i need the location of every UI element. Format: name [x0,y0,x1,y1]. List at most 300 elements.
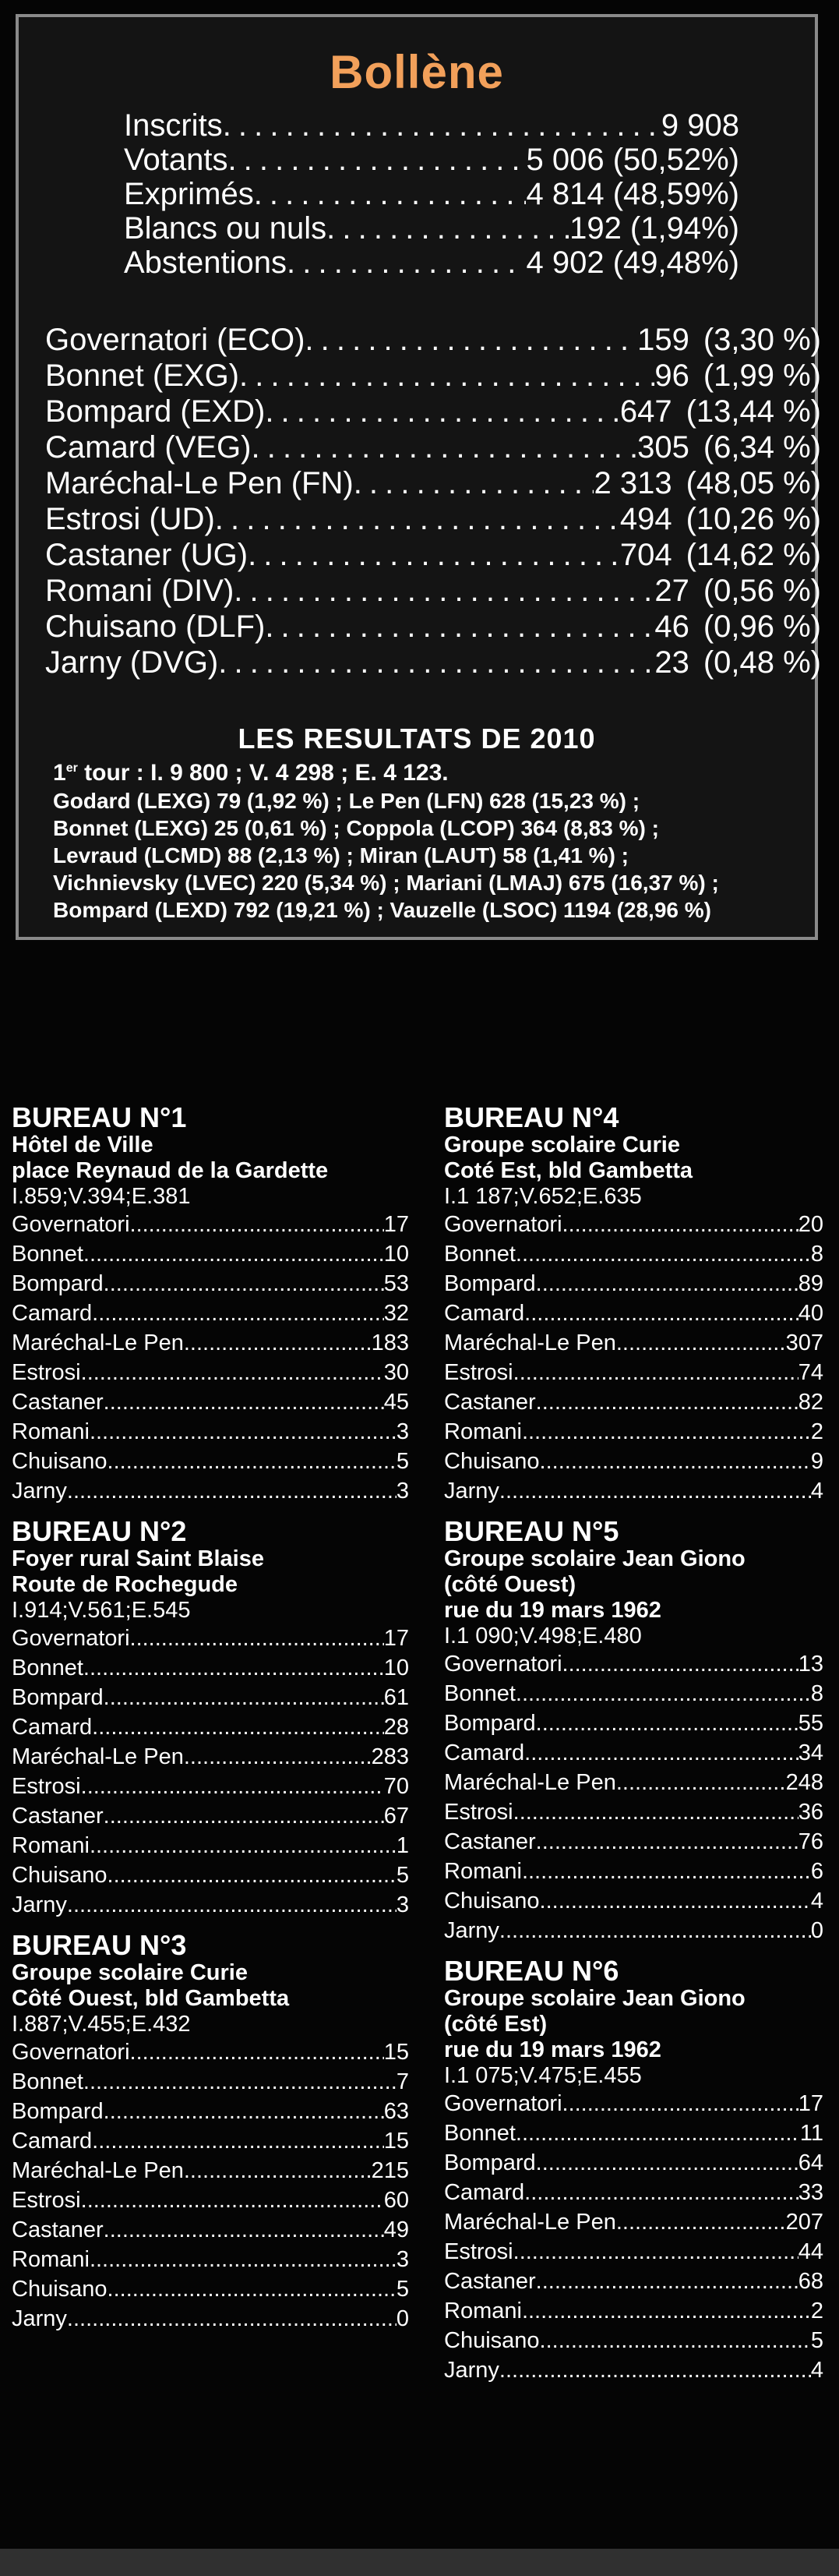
bureau-row [444,1857,823,1886]
bureau-candidate-votes: 20 [798,1212,823,1237]
bureau-candidate-name: Camard [12,1715,93,1740]
bureau-candidate-name: Estrosi [12,1774,81,1799]
bureau-row [444,2148,823,2178]
bureau-row [12,2245,409,2274]
candidate-row [45,394,821,430]
leader-dots [130,1210,384,1239]
candidate-pct: (14,62 %) [686,538,821,572]
bureau-candidate-votes: 6 [810,1859,823,1884]
city-title: Bollène [330,46,504,98]
results-2010-line: Bompard (LEXD) 792 (19,21 %) ; Vauzelle (LSOC) 1194 (28,96 %) [53,898,711,922]
candidate-pct: (0,48 %) [703,645,821,680]
bureau-row [444,1269,823,1299]
bureau-candidate-name: Chuisano [444,1449,540,1474]
bureau-candidate-votes: 10 [383,1655,409,1680]
stat-row [124,211,739,247]
results-2010-line: Godard (LEXG) 79 (1,92 %) ; Le Pen (LFN) 628 (15,23 %) ; [53,789,640,813]
bureau-row [444,1827,823,1857]
leader-dots [513,1358,798,1387]
leader-dots [536,1387,798,1417]
candidate-label: Chuisano (DLF) [45,610,266,644]
bureau-row [12,1447,409,1476]
bureau-candidate-name: Bompard [444,2150,536,2175]
bureau-candidate-name: Governatori [444,2091,562,2116]
leader-dots [104,1683,384,1712]
bureau-row [12,1860,409,1890]
candidate-pct: (6,34 %) [703,430,821,465]
leader-dots [562,2089,798,2118]
round-number: 1 [53,760,66,786]
bureau-candidate-name: Estrosi [444,1800,513,1825]
bureau-candidate-name: Romani [444,1419,522,1444]
bureau-block [12,1103,409,1506]
bureau-candidate-votes: 4 [810,1889,823,1913]
leader-dots [239,359,654,394]
leader-dots [516,1239,811,1269]
bureau-candidate-votes: 8 [810,1242,823,1267]
leader-dots [562,1649,798,1679]
leader-dots [83,2067,397,2097]
leader-dots [516,1679,811,1708]
bureau-candidate-name: Jarny [12,2306,67,2331]
leader-dots [67,2304,397,2334]
leader-dots [92,1712,384,1742]
bureau-candidate-votes: 28 [383,1715,409,1740]
bureau-candidate-name: Camard [444,1301,525,1326]
bureau-candidate-votes: 13 [798,1652,823,1677]
bureau-title: BUREAU N°5 [444,1515,619,1547]
candidate-label: Camard (VEG) [45,430,252,465]
bureau-candidate-votes: 44 [798,2239,823,2264]
bureau-row [444,1649,823,1679]
bureau-stats: I.1 187;V.652;E.635 [444,1184,642,1209]
candidate-label: Jarny (DVG) [45,645,219,680]
candidate-votes: 46 [654,610,689,644]
leader-dots [536,2267,798,2296]
bureau-row [12,1683,409,1712]
bureau-candidate-name: Romani [12,1419,90,1444]
bureau-row [12,2067,409,2097]
leader-dots [354,466,594,501]
bureau-candidate-votes: 248 [785,1770,823,1795]
bureau-candidate-votes: 17 [798,2091,823,2116]
bureau-address-line: (côté Est) [444,2012,548,2037]
candidate-pct: (3,30 %) [703,323,821,357]
bureau-candidate-votes: 5 [396,2277,409,2302]
candidate-pct: (0,56 %) [703,574,821,608]
bureau-row [444,1476,823,1506]
leader-dots [108,1447,397,1476]
bureau-candidate-name: Governatori [444,1212,562,1237]
bureau-candidate-votes: 17 [383,1626,409,1651]
leader-dots [616,1768,786,1797]
bureau-block [444,1517,823,1945]
leader-dots [218,645,654,680]
stat-label: Exprimés [124,177,254,211]
bureau-row [12,1299,409,1328]
bureau-candidate-name: Governatori [12,1212,130,1237]
bureau-address-line: (côté Ouest) [444,1572,576,1597]
bureau-address-line: Groupe scolaire Jean Giono [444,1986,746,2011]
bureau-row [12,1210,409,1239]
leader-dots [234,574,654,609]
bureau-row [12,1269,409,1299]
bureau-candidate-name: Camard [444,1740,525,1765]
bureau-candidate-votes: 45 [383,1390,409,1415]
bureau-row [444,2355,823,2385]
leader-dots [130,1624,384,1653]
candidate-votes: 23 [654,645,689,680]
leader-dots [104,1801,384,1831]
bureaux-left-column [12,1103,409,2345]
bureau-candidate-votes: 89 [798,1271,823,1296]
bureau-candidate-name: Estrosi [12,1360,81,1385]
candidate-votes: 704 [619,538,672,572]
bureau-candidate-name: Romani [12,1833,90,1858]
stat-row [124,108,739,144]
bureau-row [444,2267,823,2296]
leader-dots [223,108,661,143]
bureau-row [444,2326,823,2355]
footer-strip [0,2549,839,2576]
bureau-candidate-name: Castaner [444,1829,536,1854]
round-suffix: er [65,761,78,775]
leader-dots [522,2296,811,2326]
candidate-votes: 159 [637,323,689,357]
bureau-candidate-name: Governatori [12,1626,130,1651]
bureau-candidate-votes: 3 [396,2247,409,2272]
bureau-candidate-name: Jarny [444,1479,499,1504]
bureau-row [12,1712,409,1742]
stat-row [124,143,739,178]
bureau-row [444,1768,823,1797]
bureau-row [444,1797,823,1827]
bureau-candidate-votes: 10 [383,1242,409,1267]
bureau-row [444,2237,823,2267]
leader-dots [536,1269,798,1299]
leader-dots [90,1831,397,1860]
bureau-row [12,2037,409,2067]
bureau-row [12,1476,409,1506]
bureau-block [444,1103,823,1506]
bureau-title: BUREAU N°2 [12,1515,187,1547]
bureau-candidate-name: Romani [444,2299,522,2323]
candidate-label: Bonnet (EXG) [45,359,240,393]
bureau-stats: I.887;V.455;E.432 [12,2012,191,2037]
bureau-candidate-name: Maréchal-Le Pen [444,1770,616,1795]
bureau-row [444,1417,823,1447]
leader-dots [83,1653,384,1683]
candidate-label: Castaner (UG) [45,538,249,572]
bureau-candidate-name: Camard [12,1301,93,1326]
stat-value: 4 902 (49,48%) [526,246,739,280]
leader-dots [326,211,569,246]
bureau-block [12,1931,409,2334]
bureau-row [444,1358,823,1387]
bureau-candidate-votes: 9 [810,1449,823,1474]
leader-dots [248,538,620,573]
bureau-candidate-name: Bompard [444,1271,536,1296]
candidate-row [45,359,821,394]
leader-dots [616,2207,786,2237]
bureau-title: BUREAU N°1 [12,1101,187,1133]
candidate-pct: (13,44 %) [686,394,821,429]
bureau-candidate-votes: 74 [798,1360,823,1385]
bureau-address-line: place Reynaud de la Gardette [12,1158,329,1183]
bureau-candidate-votes: 2 [810,2299,823,2323]
leader-dots [92,2126,384,2156]
leader-dots [67,1890,397,1920]
bureau-candidate-name: Castaner [12,2217,104,2242]
leader-dots [90,1417,397,1447]
bureau-row [12,2186,409,2215]
leader-dots [562,1210,798,1239]
leader-dots [305,323,637,358]
bureau-row [12,2215,409,2245]
leader-dots [287,246,526,281]
bureau-address-line: Groupe scolaire Curie [444,1133,680,1157]
bureau-row [12,1328,409,1358]
leader-dots [522,1417,811,1447]
stat-value: 5 006 (50,52%) [526,143,739,177]
bureau-row [12,2156,409,2186]
bureau-row [12,1653,409,1683]
leader-dots [522,1857,811,1886]
bureau-candidate-votes: 3 [396,1479,409,1504]
bureau-candidate-votes: 5 [810,2328,823,2353]
bureau-candidate-name: Chuisano [444,1889,540,1913]
bureau-candidate-votes: 5 [396,1863,409,1888]
bureau-candidate-name: Romani [12,2247,90,2272]
bureau-row [12,1358,409,1387]
bureau-row [444,1328,823,1358]
bureau-candidate-name: Jarny [12,1479,67,1504]
stat-label: Votants [124,143,228,177]
bureau-candidate-name: Governatori [444,1652,562,1677]
bureau-candidate-name: Maréchal-Le Pen [12,1330,184,1355]
leader-dots [536,2148,798,2178]
bureau-candidate-name: Camard [12,2129,93,2154]
leader-dots [104,1269,384,1299]
candidate-pct: (0,96 %) [703,610,821,644]
bureau-candidate-votes: 17 [383,1212,409,1237]
bureau-candidate-name: Bompard [444,1711,536,1736]
bureau-candidate-name: Castaner [444,1390,536,1415]
leader-dots [104,2097,384,2126]
bureau-candidate-name: Bompard [12,2099,104,2124]
leader-dots [108,1860,397,1890]
leader-dots [215,502,620,537]
leader-dots [499,1916,811,1945]
bureau-candidate-votes: 36 [798,1800,823,1825]
bureau-candidate-votes: 3 [396,1892,409,1917]
bureau-address-line: rue du 19 mars 1962 [444,1598,661,1623]
leader-dots [130,2037,384,2067]
leader-dots [540,2326,811,2355]
leader-dots [499,2355,811,2385]
leader-dots [92,1299,384,1328]
candidate-label: Estrosi (UD) [45,502,215,536]
bureau-candidate-votes: 70 [383,1774,409,1799]
bureau-row [12,1387,409,1417]
candidate-row [45,466,821,502]
bureau-candidate-votes: 11 [799,2121,823,2146]
bureau-candidate-name: Bonnet [444,2121,516,2146]
bureau-candidate-votes: 283 [371,1744,409,1769]
bureau-title: BUREAU N°6 [444,1955,619,1987]
bureau-row [12,1831,409,1860]
bureau-row [444,1387,823,1417]
bureau-candidate-votes: 1 [396,1833,409,1858]
candidate-row [45,538,821,574]
bureau-candidate-name: Bonnet [444,1681,516,1706]
bureau-address-line: Côté Ouest, bld Gambetta [12,1986,290,2011]
bureau-row [12,1890,409,1920]
bureau-stats: I.914;V.561;E.545 [12,1598,191,1623]
bureau-candidate-votes: 63 [383,2099,409,2124]
bureau-candidate-votes: 15 [383,2129,409,2154]
bureau-candidate-name: Estrosi [444,2239,513,2264]
bureau-row [444,1239,823,1269]
stat-label: Abstentions [124,246,287,280]
bureau-title: BUREAU N°4 [444,1101,619,1133]
candidate-row [45,645,821,681]
bureau-row [12,1239,409,1269]
bureau-candidate-votes: 68 [798,2269,823,2294]
bureau-candidate-votes: 76 [798,1829,823,1854]
stat-row [124,246,739,281]
bureau-candidate-votes: 15 [383,2040,409,2065]
bureau-block [444,1956,823,2385]
bureau-candidate-name: Bonnet [12,2069,83,2094]
results-2010-line: Vichnievsky (LVEC) 220 (5,34 %) ; Mariani (LMAJ) 675 (16,37 %) ; [53,871,719,895]
bureau-row [444,2089,823,2118]
candidate-label: Governatori (ECO) [45,323,305,357]
candidate-pct: (10,26 %) [686,502,821,536]
bureau-row [444,2296,823,2326]
leader-dots [524,1299,798,1328]
bureau-candidate-votes: 0 [810,1918,823,1943]
bureau-candidate-votes: 5 [396,1449,409,1474]
stat-value: 4 814 (48,59%) [526,177,739,211]
bureau-candidate-votes: 183 [371,1330,409,1355]
stat-row [124,177,739,213]
bureau-row [444,1299,823,1328]
leader-dots [524,1738,798,1768]
bureau-row [12,2304,409,2334]
bureau-candidate-name: Bonnet [12,1242,83,1267]
leader-dots [184,1328,372,1358]
bureau-candidate-name: Bonnet [444,1242,516,1267]
leader-dots [184,2156,372,2186]
candidate-label: Bompard (EXD) [45,394,266,429]
leader-dots [227,143,526,178]
bureau-candidate-name: Bonnet [12,1655,83,1680]
bureau-stats: I.1 075;V.475;E.455 [444,2063,642,2088]
bureau-candidate-votes: 34 [798,1740,823,1765]
bureau-candidate-votes: 82 [798,1390,823,1415]
bureau-row [444,1916,823,1945]
bureaux-right-column [444,1103,823,2396]
leader-dots [83,1239,384,1269]
bureau-row [12,1772,409,1801]
bureau-candidate-votes: 60 [383,2188,409,2213]
bureau-candidate-name: Castaner [444,2269,536,2294]
bureau-candidate-votes: 55 [798,1711,823,1736]
stat-label: Inscrits [124,108,223,143]
bureau-address-line: Coté Est, bld Gambetta [444,1158,693,1183]
bureau-candidate-name: Camard [444,2180,525,2205]
bureau-row [12,2126,409,2156]
bureau-candidate-name: Jarny [444,1918,499,1943]
stat-value: 9 908 [661,108,739,143]
leader-dots [90,2245,397,2274]
bureau-row [444,2178,823,2207]
results-2010-round [53,760,809,786]
bureau-stats: I.1 090;V.498;E.480 [444,1624,642,1648]
bureau-candidate-name: Maréchal-Le Pen [444,1330,616,1355]
candidate-row [45,430,821,466]
leader-dots [81,1358,384,1387]
bureau-candidate-votes: 49 [383,2217,409,2242]
round-summary: tour : I. 9 800 ; V. 4 298 ; E. 4 123. [77,760,449,786]
bureau-candidate-votes: 307 [785,1330,823,1355]
bureau-candidate-votes: 61 [383,1685,409,1710]
bureau-candidate-votes: 67 [383,1804,409,1829]
bureau-candidate-votes: 2 [810,1419,823,1444]
bureau-candidate-name: Bompard [12,1685,104,1710]
candidate-label: Romani (DIV) [45,574,234,608]
leader-dots [104,1387,384,1417]
bureau-address-line: Foyer rural Saint Blaise [12,1546,264,1571]
bureau-candidate-votes: 30 [383,1360,409,1385]
bureau-block [12,1517,409,1920]
bureau-row [444,1679,823,1708]
leader-dots [104,2215,384,2245]
leader-dots [252,430,638,465]
bureau-candidate-name: Chuisano [12,1449,108,1474]
candidate-row [45,574,821,610]
bureau-candidate-name: Jarny [12,1892,67,1917]
stat-value: 192 (1,94%) [569,211,739,246]
bureau-address-line: Route de Rochegude [12,1572,238,1597]
candidate-votes: 305 [637,430,689,465]
stat-label: Blancs ou nuls [124,211,327,246]
leader-dots [265,610,654,645]
bureau-row [444,2207,823,2237]
leader-dots [516,2118,800,2148]
leader-dots [540,1886,811,1916]
bureau-candidate-votes: 215 [371,2158,409,2183]
bureau-address-line: Groupe scolaire Curie [12,1960,248,1985]
bureau-stats: I.859;V.394;E.381 [12,1184,191,1209]
bureau-candidate-name: Chuisano [12,2277,108,2302]
candidate-pct: (1,99 %) [703,359,821,393]
bureau-candidate-name: Maréchal-Le Pen [12,2158,184,2183]
leader-dots [108,2274,397,2304]
leader-dots [536,1827,798,1857]
leader-dots [81,1772,384,1801]
bureau-title: BUREAU N°3 [12,1929,187,1961]
results-2010-title: LES RESULTATS DE 2010 [238,723,596,754]
leader-dots [540,1447,811,1476]
bureau-candidate-votes: 207 [785,2210,823,2235]
bureau-row [12,1417,409,1447]
bureau-candidate-votes: 64 [798,2150,823,2175]
bureau-address-line: rue du 19 mars 1962 [444,2037,661,2062]
candidate-pct: (48,05 %) [686,466,821,500]
bureau-row [444,1210,823,1239]
